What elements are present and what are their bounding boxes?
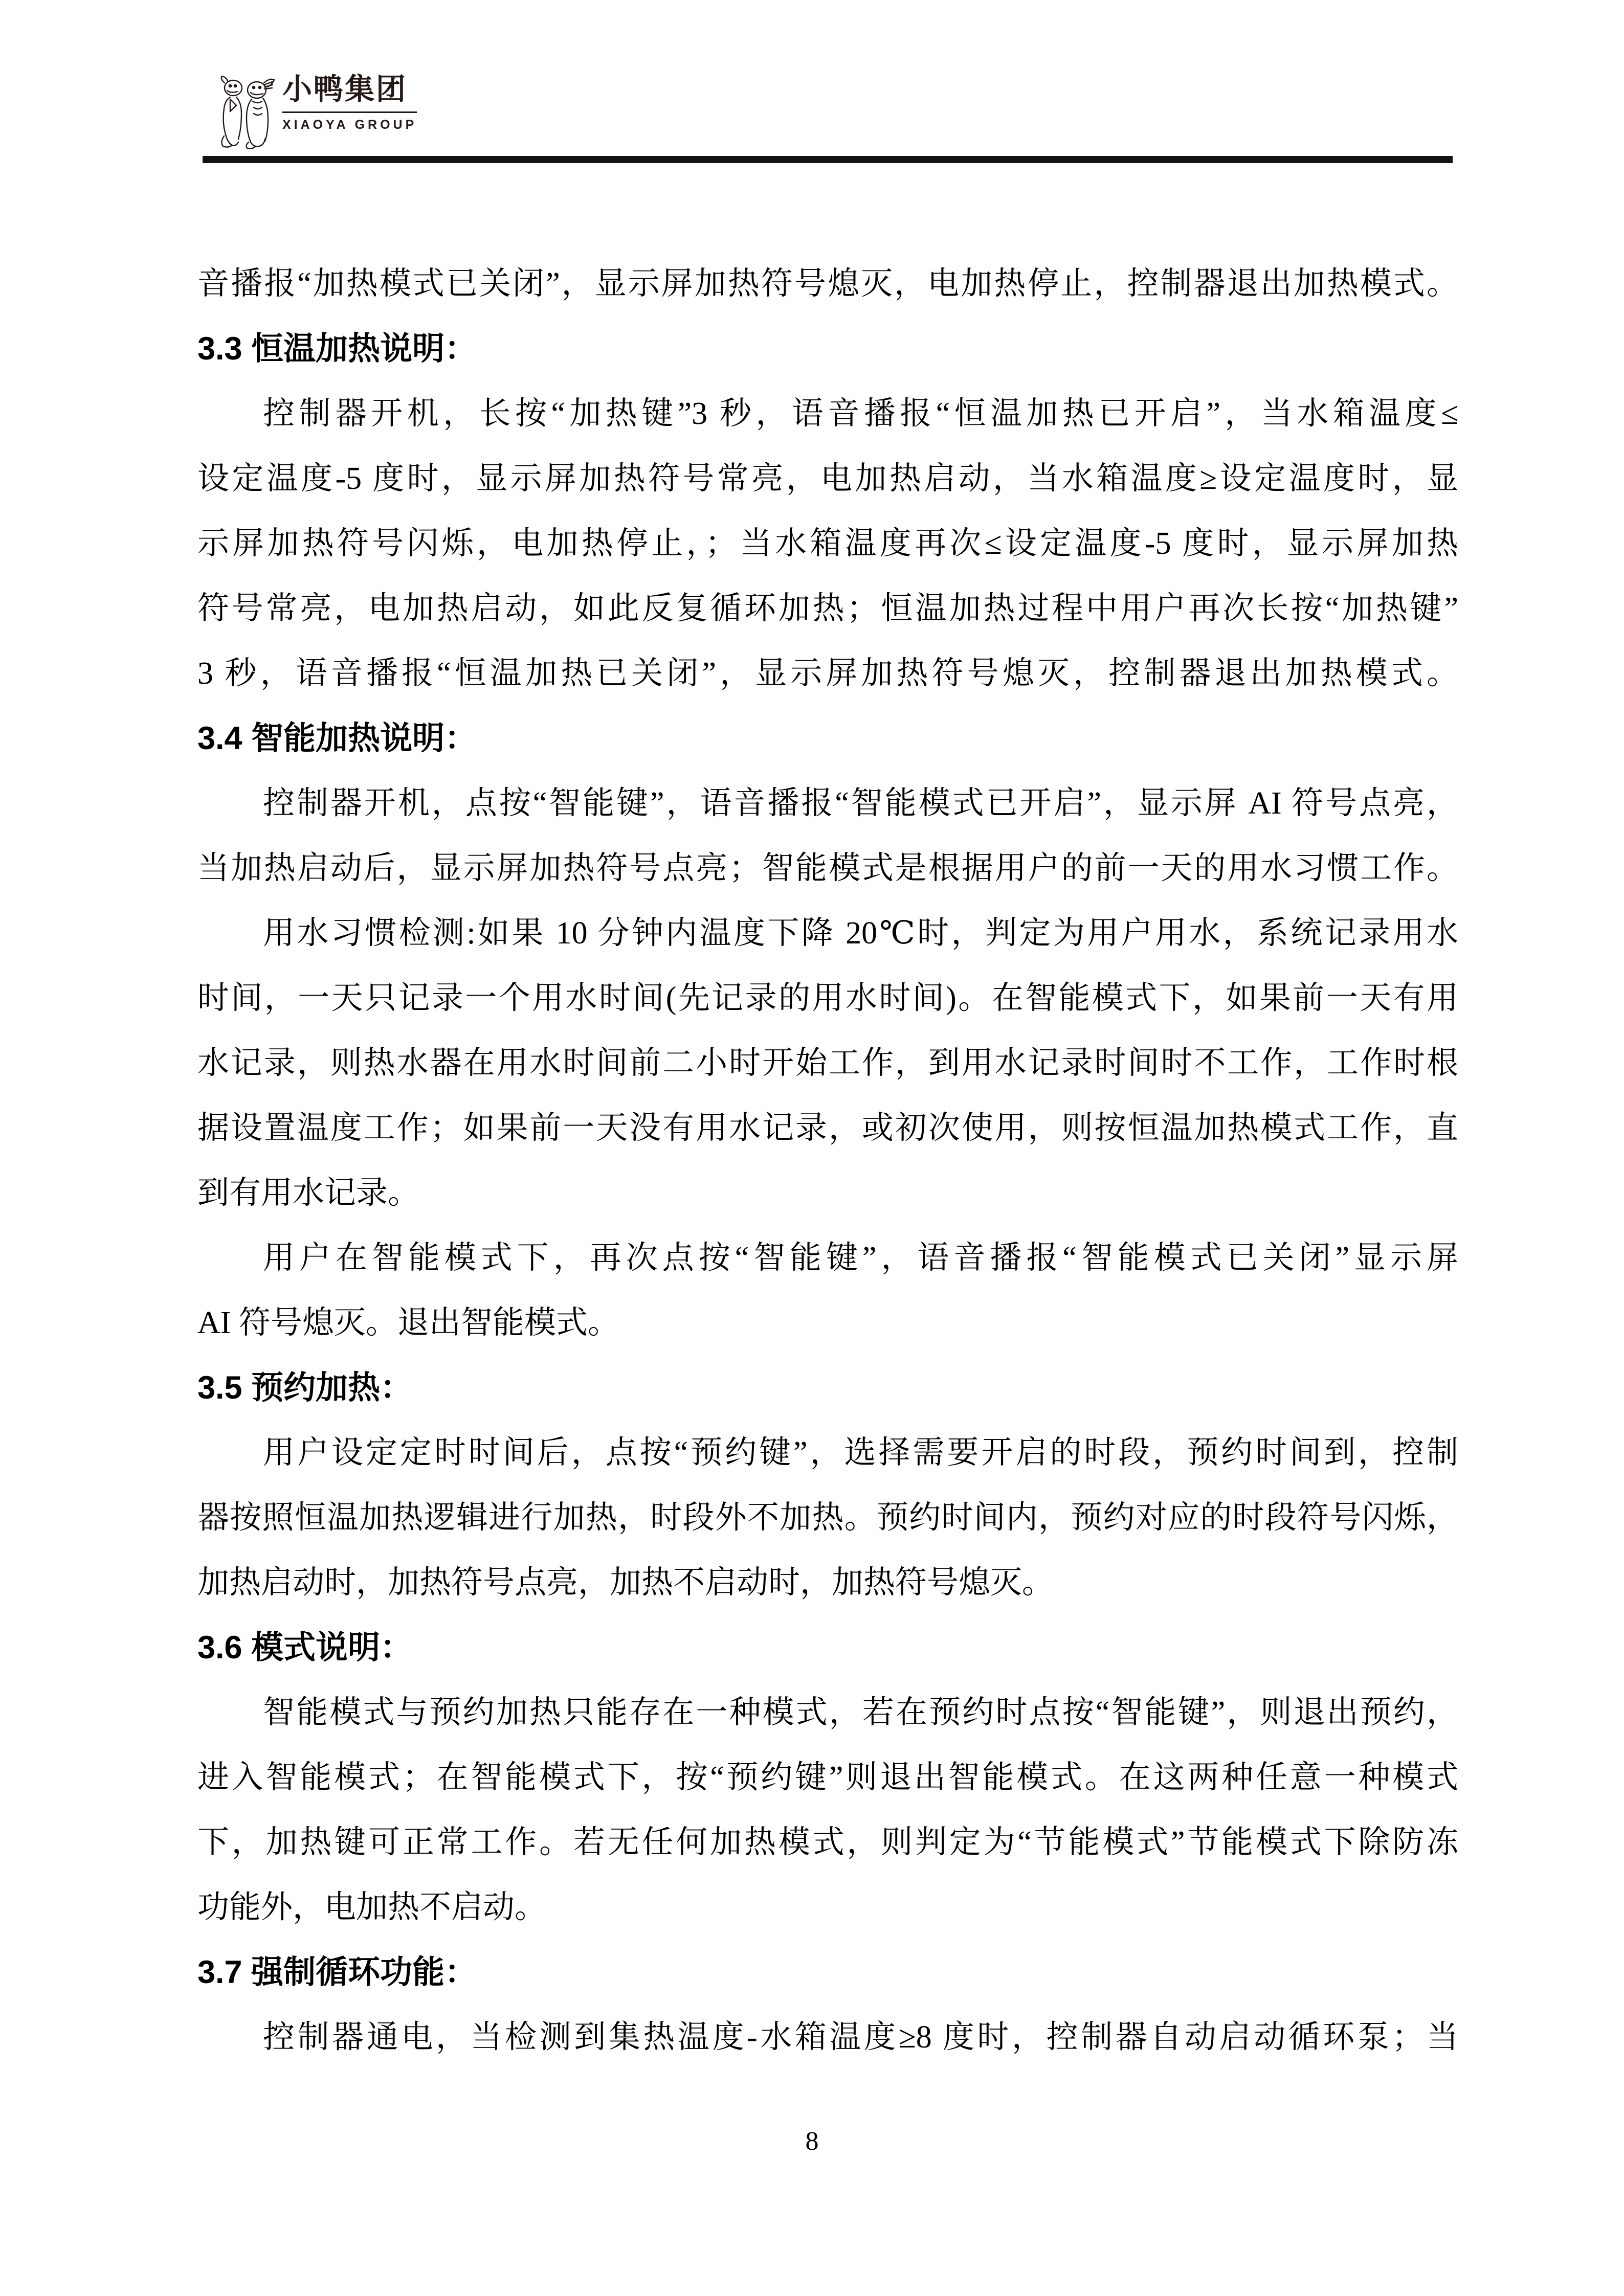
text-line: 3 秒，语音播报“恒温加热已关闭”，显示屏加热符号熄灭，控制器退出加热模式。 (197, 656, 1458, 691)
text-line: 控制器开机，长按“加热键”3 秒，语音播报“恒温加热已开启”，当水箱温度≤ (263, 396, 1458, 431)
section-heading: 3.7 强制循环功能： (197, 1954, 477, 1990)
text-line: 用水习惯检测:如果 10 分钟内温度下降 20℃时，判定为用户用水，系统记录用水 (263, 916, 1458, 951)
header-divider-rule (203, 156, 1453, 163)
text-line: 符号常亮，电加热启动，如此反复循环加热；恒温加热过程中用户再次长按“加热键” (197, 591, 1458, 626)
text-line: 进入智能模式；在智能模式下，按“预约键”则退出智能模式。在这两种任意一种模式 (197, 1760, 1458, 1795)
text-line: 据设置温度工作；如果前一天没有用水记录，或初次使用，则按恒温加热模式工作，直 (197, 1111, 1458, 1145)
text-line: 控制器开机，点按“智能键”，语音播报“智能模式已开启”，显示屏 AI 符号点亮， (263, 786, 1458, 821)
logo-chinese-name: 小鸭集团 (282, 75, 417, 113)
text-line: 下，加热键可正常工作。若无任何加热模式，则判定为“节能模式”节能模式下除防冻 (197, 1825, 1458, 1860)
document-body (197, 252, 1458, 2070)
duck-mascots-icon (215, 75, 277, 149)
text-line: 时间，一天只记录一个用水时间(先记录的用水时间)。在智能模式下，如果前一天有用 (197, 981, 1458, 1016)
text-line: 到有用水记录。 (197, 1176, 420, 1210)
company-logo (215, 75, 417, 149)
text-line: 智能模式与预约加热只能存在一种模式，若在预约时点按“智能键”，则退出预约， (263, 1695, 1458, 1730)
section-heading: 3.5 预约加热： (197, 1370, 413, 1406)
text-line: 加热启动时，加热符号点亮，加热不启动时，加热符号熄灭。 (197, 1565, 1054, 1600)
text-line: 设定温度-5 度时，显示屏加热符号常亮，电加热启动，当水箱温度≥设定温度时，显 (197, 461, 1458, 496)
text-line: 用户在智能模式下，再次点按“智能键”，语音播报“智能模式已关闭”显示屏 (263, 1241, 1458, 1275)
section-heading: 3.3 恒温加热说明： (197, 331, 477, 367)
page-number: 8 (805, 2127, 819, 2156)
text-line: 功能外，电加热不启动。 (197, 1890, 547, 1925)
text-line: 当加热启动后，显示屏加热符号点亮；智能模式是根据用户的前一天的用水习惯工作。 (197, 851, 1458, 886)
text-line: AI 符号熄灭。退出智能模式。 (197, 1305, 619, 1340)
text-line: 示屏加热符号闪烁，电加热停止，；当水箱温度再次≤设定温度-5 度时，显示屏加热 (197, 526, 1458, 561)
text-line: 音播报“加热模式已关闭”，显示屏加热符号熄灭，电加热停止，控制器退出加热模式。 (197, 266, 1458, 301)
text-line: 水记录，则热水器在用水时间前二小时开始工作，到用水记录时间时不工作，工作时根 (197, 1046, 1458, 1081)
text-line: 控制器通电，当检测到集热温度-水箱温度≥8 度时，控制器自动启动循环泵；当 (263, 2020, 1458, 2055)
section-heading: 3.6 模式说明： (197, 1630, 413, 1665)
section-heading: 3.4 智能加热说明： (197, 721, 477, 756)
text-line: 器按照恒温加热逻辑进行加热，时段外不加热。预约时间内，预约对应的时段符号闪烁， (197, 1500, 1458, 1535)
logo-english-name: XIAOYA GROUP (282, 118, 417, 132)
text-line: 用户设定定时时间后，点按“预约键”，选择需要开启的时段，预约时间到，控制 (263, 1435, 1458, 1470)
logo-text-block (282, 75, 417, 132)
